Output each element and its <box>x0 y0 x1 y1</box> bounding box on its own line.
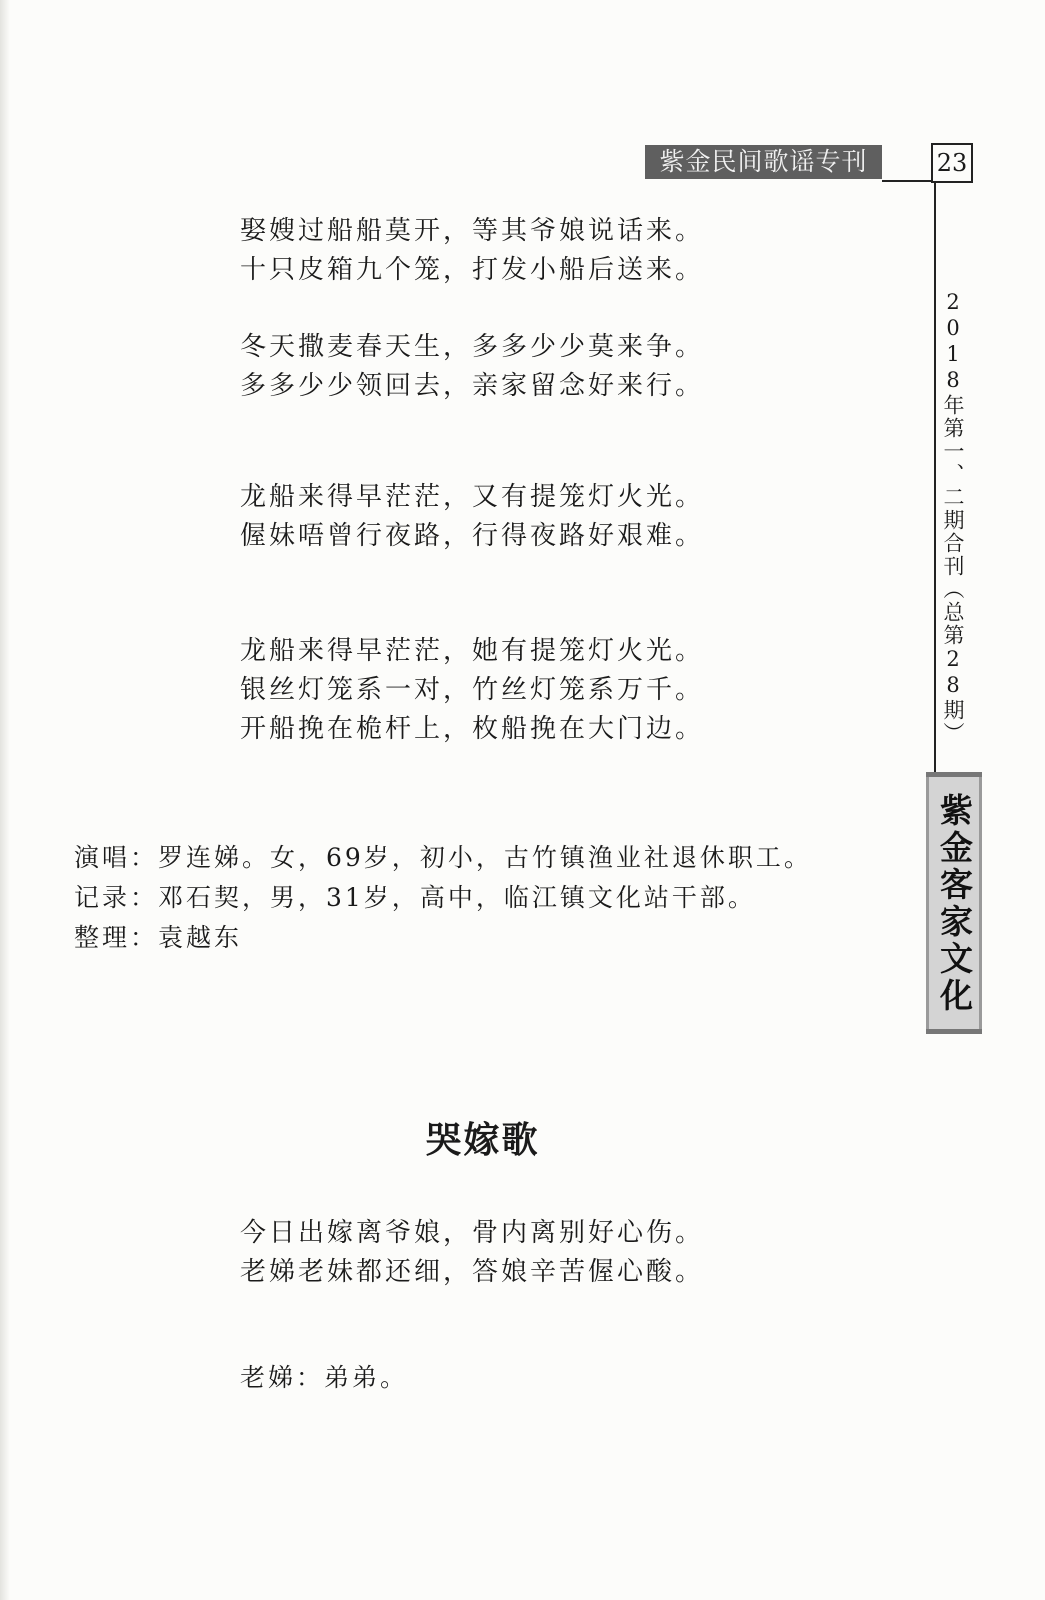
header-rule <box>882 180 932 182</box>
verse-line: 龙船来得早茫茫，她有提笼灯火光。 <box>240 636 705 666</box>
stanza-3 <box>240 478 704 556</box>
verse-line: 开船挽在桅杆上，枚船挽在大门边。 <box>240 714 705 744</box>
verse-line: 多多少少领回去，亲家留念好来行。 <box>240 371 705 401</box>
verse-line: 龙船来得早茫茫，又有提笼灯火光。 <box>240 482 705 512</box>
verse-line: 偓妹唔曾行夜路，行得夜路好艰难。 <box>240 521 705 551</box>
credit-editor: 整理：袁越东 <box>74 923 243 952</box>
footnote: 老娣：弟弟。 <box>240 1363 409 1392</box>
page-number: 23 <box>931 143 973 183</box>
brand-scroll <box>926 772 982 1034</box>
verse-line: 冬天撒麦春天生，多多少少莫来争。 <box>240 332 705 362</box>
page-edge <box>0 0 10 1600</box>
song-title: 哭嫁歌 <box>425 1120 540 1161</box>
journal-header: 紫金民间歌谣专刊 <box>645 145 882 179</box>
credit-singer: 演唱：罗连娣。女，69岁，初小，古竹镇渔业社退休职工。 <box>74 843 812 872</box>
issue-label: 2018年第一、二期合刊（总第28期） <box>941 290 965 745</box>
credits <box>74 838 812 958</box>
stanza-2 <box>240 328 704 406</box>
stanza-1 <box>240 212 704 290</box>
credit-recorder: 记录：邓石契，男，31岁，高中，临江镇文化站干部。 <box>74 883 756 912</box>
song2-stanza <box>240 1214 704 1292</box>
verse-line: 今日出嫁离爷娘，骨内离别好心伤。 <box>240 1218 705 1248</box>
verse-line: 老娣老妹都还细，答娘辛苦偓心酸。 <box>240 1257 705 1287</box>
brand-label: 紫金客家文化 <box>935 793 974 1015</box>
verse-line: 十只皮箱九个笼，打发小船后送来。 <box>240 255 705 285</box>
verse-line: 银丝灯笼系一对，竹丝灯笼系万千。 <box>240 675 705 705</box>
verse-line: 娶嫂过船船莫开，等其爷娘说话来。 <box>240 216 705 246</box>
stanza-4 <box>240 632 704 749</box>
